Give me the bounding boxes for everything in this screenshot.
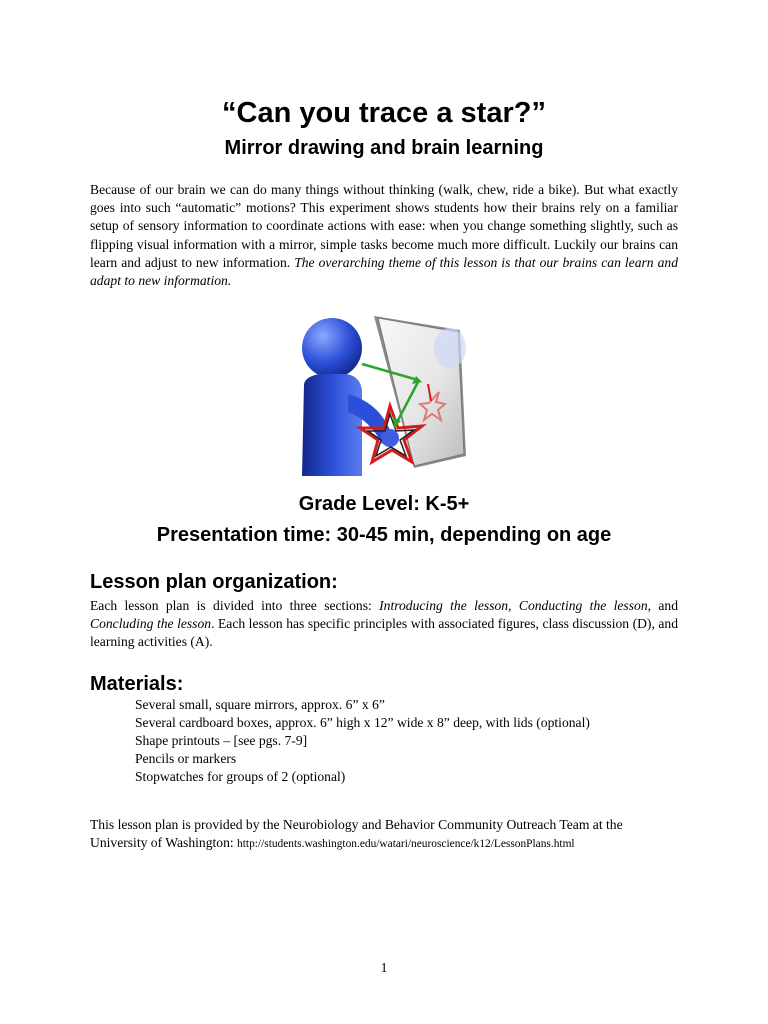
presentation-time: Presentation time: 30-45 min, depending on age xyxy=(156,524,612,546)
materials-item: Shape printouts – [see pgs. 7-9] xyxy=(135,733,308,748)
intro-emphasis: The overarching theme of this lesson is that our brains can learn and adapt to new information. xyxy=(90,254,678,289)
intro-paragraph xyxy=(90,181,678,290)
org-separator: , and xyxy=(647,598,679,613)
credit-text: This lesson plan is provided by the Neurobiology and Behavior Community Outreach Team at the University of Washington: xyxy=(90,817,623,851)
credit-paragraph xyxy=(90,816,678,854)
page-subtitle: Mirror drawing and brain learning xyxy=(224,137,544,159)
materials-item: Several cardboard boxes, approx. 6” high x 12” wide x 8” deep, with lids (optional) xyxy=(135,715,590,730)
org-text-before: Each lesson plan is divided into three sections: xyxy=(90,598,380,613)
org-text-after: . Each lesson has specific principles with associated figures, class discussion (D), and learning activities (A). xyxy=(90,616,679,650)
org-separator: , xyxy=(508,598,519,613)
materials-heading: Materials: xyxy=(90,673,184,695)
org-section-concluding: Concluding the lesson xyxy=(90,616,212,632)
materials-item: Pencils or markers xyxy=(135,751,237,766)
page-number: 1 xyxy=(380,960,388,975)
materials-list xyxy=(135,696,590,786)
org-section-introducing: Introducing the lesson xyxy=(379,598,509,613)
organization-paragraph xyxy=(90,597,678,652)
mirror-drawing-illustration xyxy=(290,306,480,476)
materials-item: Several small, square mirrors, approx. 6” x 6” xyxy=(135,697,385,712)
materials-item: Stopwatches for groups of 2 (optional) xyxy=(135,769,346,784)
org-section-conducting: Conducting the lesson xyxy=(518,598,648,613)
page-title: “Can you trace a star?” xyxy=(222,97,546,129)
lesson-plans-link[interactable]: http://students.washington.edu/watari/neuroscience/k12/LessonPlans.html xyxy=(237,838,575,851)
intro-text: Because of our brain we can do many things without thinking (walk, chew, ride a bike). But what exactly goes into such “automatic” motions? This experiment shows students how their brains rely on a familiar setup of sensory information to coordinate actions with ease: when you change something slightly, such as flipping visual information with a mirror, simple tasks become much more difficult. Luckily our brains can learn and adjust to new information. xyxy=(90,182,678,270)
organization-heading: Lesson plan organization: xyxy=(90,571,338,593)
grade-level: Grade Level: K-5+ xyxy=(298,493,470,515)
